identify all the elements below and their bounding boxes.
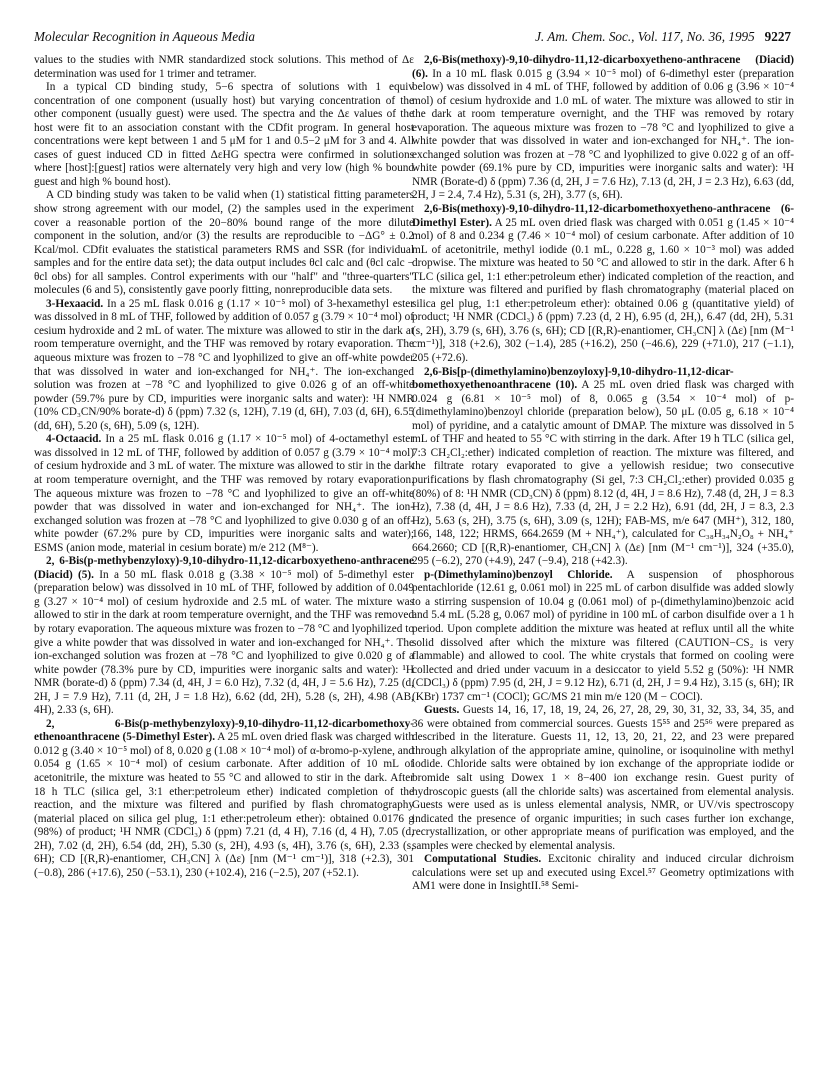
paragraph-text: values to the studies with NMR standardized stock solutions. This method of Δε determination was used for 1 trimer and tetramer. xyxy=(34,54,414,80)
paragraph-text: A 25 mL oven dried flask was charged with 0.051 g (1.45 × 10⁻⁴ mol) of 8 and 0.234 g (7.46 × 10⁻⁴ mol) of cesium carbonate. After addition of 10 mL of acetonitrile, methyl iodide (0.1 mL, 0.228 g, 1.60 × 10⁻³ mol) was added dropwise. The mixture was heated to 50 °C and allowed to stir in the dark. After 6 h TLC (silica gel, 1:1 ether:petroleum ether) indicated completion of the reaction, and the mixture was filtered and purified by flash chromatography (material placed on silica gel plug, 1:1 ether:petroleum ether): obtained 0.06 g (quantitative yield) of product; ¹H NMR (CDCl₃) δ (ppm) 7.23 (d, 2 H), 6.95 (d, 2H,), 6.47 (dd, 2H), 5.31 (s, 2H), 3.79 (s, 6H), 3.76 (s, 6H); CD [(R,R)-enantiomer, CH₃CN] λ (Δε) [nm (M⁻¹ cm⁻¹)], 318 (+2.6), 302 (−1.4), 285 (+16.2), 250 (−46.6), 229 (+71.0), 217 (−1.1), 205 (+72.6). xyxy=(412,216,794,365)
paragraph xyxy=(34,298,414,433)
paragraph-heading: 2,6-Bis(methoxy)-9,10-dihydro-11,12-dicarboxyetheno-anthracene (Diacid) (6). xyxy=(412,54,794,80)
paragraph xyxy=(34,433,414,555)
citation: J. Am. Chem. Soc., Vol. 117, No. 36, 1995 xyxy=(535,29,755,44)
citation-line xyxy=(535,29,791,47)
paragraph xyxy=(34,555,414,718)
journal-section: Molecular Recognition in Aqueous Media xyxy=(34,29,255,44)
paragraph-heading: Computational Studies. xyxy=(424,853,542,866)
paragraph xyxy=(412,853,794,894)
paragraph xyxy=(34,54,414,81)
paragraph-text: A 25 mL oven dried flask was charged with 0.012 g (3.40 × 10⁻⁵ mol) of 8, 0.020 g (1.08 × 10⁻⁴ mol) of α-bromo-p-xylene, and 0.054 g (1.65 × 10⁻⁴ mol) of cesium carbonate. After addition of 10 mL of acetonitrile, the mixture was heated to 55 °C and allowed to stir in the dark. After 18 h TLC (silica gel, 3:1 ether:petroleum ether) indicated completion of the reaction, and the mixture was filtered and purified by flash chromatography (material placed on silica gel plug, 1:1 ether:petroleum ether): obtained 0.0176 g (98%) of product; ¹H NMR (CDCl₃) δ (ppm) 7.21 (d, 4 H), 7.16 (d, 4 H), 7.05 (d, 2H), 7.02 (d, 2H), 6.54 (dd, 2H), 5.30 (s, 2H), 4.93 (s, 4H), 3.76 (s, 6H), 2.33 (s, 6H); CD [(R,R)-enantiomer, CH₃CN] λ (Δε) [nm (M⁻¹ cm⁻¹)], 318 (+2.3), 301 (−0.8), 286 (+17.6), 250 (−53.1), 230 (+102.4), 216 (−2.5), 207 (+52.1). xyxy=(34,731,414,879)
paragraph-heading: 2, 6-Bis(p-methybenzyloxy)-9,10-dihydro-11,12-dicarboxyetheno-anthracene (Diacid) (5). xyxy=(34,555,414,581)
paragraph-heading: 2,6-Bis[p-(dimethylamino)benzoyloxy]-9,10-dihydro-11,12-dicar-bomethoxyethenoanthracene (10). xyxy=(412,365,734,392)
paragraph-text: A suspension of phosphorous pentachloride (12.61 g, 0.061 mol) in 225 mL of carbon disulfide was added slowly to a stirring suspension of 10.04 g (0.061 mol) of p-(dimethylamino)benzoic acid and 5.4 mL (5.28 g, 0.067 mol) of pyridine in 100 mL of carbon disulfide over a 1 h period. Upon complete addition the mixture was heated at reflux until all the white solid dissolved after which the mixture was filtered (CAUTION−CS₂ is very flammable) and allowed to cool. The white crystals that formed on cooling were collected and dried under vacuum in a desiccator to yield 5.52 g (50%): ¹H NMR (CDCl₃) δ (ppm) 7.95 (d, 2H, J = 9.12 Hz), 6.71 (d, 2H, J = 9.4 Hz), 3.15 (s, 6H); IR (KBr) 1737 cm⁻¹ (COCl); GC/MS 21 min m/e 120 (M − COCl). xyxy=(412,568,794,703)
paragraph-text: A CD binding study was taken to be valid when (1) statistical fitting parameters show strong agreement with our model, (2) the samples used in the experiment cover a reasonable portion of the 20−80% bound range of the more dilute component in the solution, and/or (3) the results are reproducible to −ΔG° ± 0.2 Kcal/mol. CDfit evaluates the statistical parameters RMS and SSR (for individual samples and for the entire data set); the data output includes θcl calc and (θcl calc − θcl obs) for all samples. Control experiments with our "half" and "three-quarters" molecules (6 and 5), consistently gave poorly fitting, nonreproducible data sets. xyxy=(34,189,414,297)
paragraph-heading: p-(Dimethylamino)benzoyl Chloride. xyxy=(424,568,613,581)
paragraph-heading: 2,6-Bis(methoxy)-9,10-dihydro-11,12-dicarbomethoxyetheno-anthracene (6-Dimethyl Ester). xyxy=(412,203,794,229)
paragraph-heading: 3-Hexaacid. xyxy=(46,297,104,310)
paragraph-text: In a 10 mL flask 0.015 g (3.94 × 10⁻⁵ mol) of 6-dimethyl ester (preparation below) was dissolved in 4 mL of THF, followed by addition of 0.06 g (3.96 × 10⁻⁴ mol) of cesium hydroxide and 1.0 mL of water. The mixture was allowed to stir in the dark at room temperature overnight, and the THF was removed by rotary evaporation. The aqueous mixture was frozen to −78 °C and lyophilized to give a white powder that was dissolved in water and ion-exchanged for NH₄⁺. The ion-exchanged solution was frozen at −78 °C and lyophilized to give 0.022 g of an off-white powder (69.1% pure by CD, impurities were inorganic salts and water): ¹H NMR (Borate-d) δ (ppm) 7.36 (d, 2H, J = 7.6 Hz), 7.13 (d, 2H, J = 2.3 Hz), 6.63 (dd, 2H, J = 2.4, 7.4 Hz), 5.31 (s, 2H), 3.77 (s, 6H). xyxy=(412,67,795,202)
paragraph-text: Excitonic chirality and induced circular dichroism calculations were set up and executed using Excel.⁵⁷ Geometry optimizations with AM1 were done in InsightII.⁵⁸ Semi- xyxy=(412,853,795,893)
left-column xyxy=(34,54,414,880)
paragraph xyxy=(412,704,794,853)
paragraph-heading: 4-Octaacid. xyxy=(46,433,102,446)
running-header xyxy=(34,29,791,47)
paragraph-text: In a 50 mL flask 0.018 g (3.38 × 10⁻⁵ mol) of 5-dimethyl ester (preparation below) was dissolved in 10 mL of THF, followed by addition of 0.049 g (3.27 × 10⁻⁴ mol) of cesium hydroxide and 2.5 mL of water. The mixture was allowed to stir in the dark at room temperature overnight, and the THF was removed by rotary evaporation. The aqueous mixture was frozen to −78 °C and lyophilized to give a white powder that was dissolved in water and ion-exchanged for NH₄⁺. The ion-exchanged solution was frozen at −78 °C and lyophilized to give 0.020 g of a white powder (78.3% pure by CD, impurities were inorganic salts and water): ¹H NMR (borate-d) δ (ppm) 7.34 (d, 4H, J = 6.0 Hz), 7.32 (d, 4H, J = 5.6 Hz), 7.25 (d, 2H, J = 7.9 Hz), 7.11 (d, 2H, J = 1.8 Hz), 6.62 (dd, 2H), 5.28 (s, 2H), 4.98 (AB, 4H), 2.33 (s, 6H). xyxy=(34,568,415,717)
paragraph xyxy=(34,81,414,189)
paragraph-text: Guests 14, 16, 17, 18, 19, 24, 26, 27, 28, 29, 30, 31, 32, 33, 34, 35, and 36 were obtained from commercial sources. Guests 15⁵⁵ and 25⁵⁶ were prepared as described in the literature. Guests 11, 12, 13, 20, 21, 22, and 23 were prepared through alkylation of the appropriate amine, quinoline, or isoquinoline with methyl iodide. Chloride salts were obtained by ion exchange of the appropriate iodide or bromide salt using Dowex 1 × 8−400 ion exchange resin. Guest purity of hydroscopic guests (all the chloride salts) was ascertained from elemental analysis. Guests were used as is unless elemental analysis, NMR, or UV/vis spectroscopy indicated the presence of organic impurities; in such cases further ion exchange, recrystallization, or other appropriate means of purification was employed, and the samples were checked by elemental analysis. xyxy=(412,704,794,852)
right-column xyxy=(412,54,794,894)
paragraph xyxy=(34,189,414,297)
paragraph-text: In a 25 mL flask 0.016 g (1.17 × 10⁻⁵ mol) of 4-octamethyl ester was dissolved in 12 mL of THF, followed by addition of 0.057 g (3.79 × 10⁻⁴ mol) of cesium hydroxide and 3 mL of water. The mixture was allowed to stir in the dark at room temperature overnight, and the THF was removed by rotary evaporation. The aqueous mixture was frozen to −78 °C and lyophilized to give an off-white powder that was dissolved in water and ion-exchanged for NH₄⁺. The ion-exchanged solution was frozen at −78 °C and lyophilized to give 0.030 g of an off-white powder (67.2% pure by CD, impurities were inorganic salts and water); ESMS (anion mode, material in cesium borate) m/e 212 (M⁸⁻). xyxy=(34,433,414,554)
paragraph-heading: Guests. xyxy=(424,704,460,717)
paragraph xyxy=(412,366,794,569)
page-number: 9227 xyxy=(764,29,791,44)
paragraph-text: In a 25 mL flask 0.016 g (1.17 × 10⁻⁵ mol) of 3-hexamethyl ester was dissolved in 8 mL of THF, followed by addition of 0.057 g (3.79 × 10⁻⁴ mol) of cesium hydroxide and 2 mL of water. The mixture was allowed to stir in the dark at room temperature overnight, and the THF was removed by rotary evaporation. The aqueous mixture was frozen to −78 °C and lyophilized to give an off-white powder that was dissolved in water and ion-exchanged for NH₄⁺. The ion-exchanged solution was frozen at −78 °C and lyophilized to give 0.026 g of an off-white powder (59.7% pure by CD, impurities were inorganic salts and water): ¹H NMR (10% CD₃CN/90% borate-d) δ (ppm) 7.32 (s, 12H), 7.19 (d, 6H), 7.03 (d, 6H), 6.55 (dd, 6H), 5.20 (s, 6H), 5.09 (s, 12H). xyxy=(34,297,414,432)
paragraph-text: A 25 mL oven dried flask was charged with 0.024 g (6.81 × 10⁻⁵ mol) of 8, 0.065 g (3.54 × 10⁻⁴ mol) of p-(dimethylamino)benzoyl chloride (preparation below), 50 μL (0.05 g, 6.18 × 10⁻⁴ mol) of pyridine, and a catalytic amount of DMAP. The mixture was dissolved in 5 mL of THF and heated to 55 °C with stirring in the dark. After 19 h TLC (silica gel, 7:3 CH₂Cl₂:ether) indicated completion of reaction. The mixture was filtered, and the filtrate rotary evaporated to give a yellowish residue; two consecutive purifications by flash chromatography (Si gel, 7:3 CH₂Cl₂:ether) provided 0.035 g (80%) of 8: ¹H NMR (CD₃CN) δ (ppm) 8.12 (d, 4H, J = 8.6 Hz), 7.48 (d, 2H, J = 8.3 Hz), 7.38 (d, 4H, J = 8.6 Hz), 7.33 (d, 2H, J = 2.2 Hz), 6.91 (dd, 2H, J = 8.3, 2.3 Hz), 5.63 (s, 2H), 3.75 (s, 6H), 3.09 (s, 12H); FAB-MS, m/e 647 (MH⁺), 312, 180, 166, 148, 122; HRMS, 664.2659 (M + NH₄⁺), calculated for C₃₈H₃₄N₂O₈ + NH₄⁺ 664.2660; CD [(R,R)-enantiomer, CH₃CN] λ (Δε) [nm (M⁻¹ cm⁻¹)], 324 (+35.0), 295 (−6.2), 270 (+4.9), 247 (−9.4), 218 (+42.3). xyxy=(412,379,794,568)
paragraph-text: In a typical CD binding study, 5−6 spectra of solutions with 1 equiv concentration of one component (usually host) but varying concentration of the other component (usually guest) were used. The spectra and the Δε values of the host were fit to an association constant with the CDfit program. In general host concentrations were kept between 1 and 5 μM for 1 and 0.5−2 μM for 3 and 4. All cases of guest induced CD in fitted ΔεHG spectra were confirmed in solutions where [host]:[guest] ratios were alternately very high and very low (high % bound guest and high % bound host). xyxy=(34,81,414,188)
paragraph xyxy=(412,54,794,203)
paragraph xyxy=(34,718,414,881)
paragraph xyxy=(412,569,794,704)
paragraph-heading: 2, 6-Bis(p-methybenzyloxy)-9,10-dihydro-11,12-dicarbomethoxy-ethenoanthracene (5-Dimethyl Ester). xyxy=(34,717,414,744)
paragraph xyxy=(412,203,794,366)
